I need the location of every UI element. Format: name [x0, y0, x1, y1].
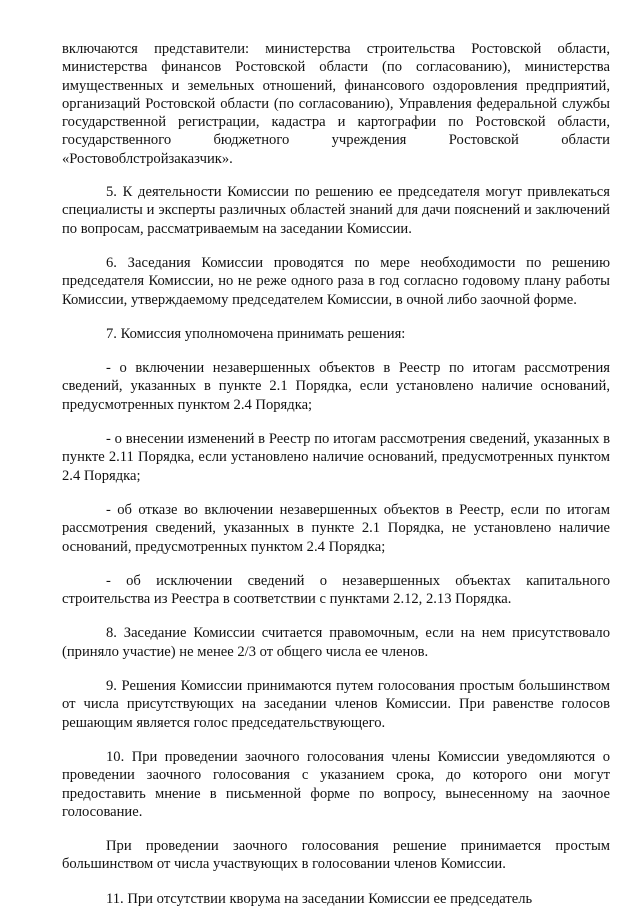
list-item-changes: - о внесении изменений в Реестр по итогам рассмотрения сведений, указанных в пункте 2.11 Порядка, если установлено наличие оснований, предусмотренных пунктом 2.4 Порядка; — [62, 431, 610, 484]
document-page — [62, 40, 610, 924]
list-item-refusal: - об отказе во включении незавершенных объектов в Реестр, если по итогам рассмотрения сведений, указанных в пункте 2.1 Порядка, не установлено наличие оснований, предусмотренных пунктом 2.4 Порядка; — [62, 501, 610, 555]
list-item-inclusion: - о включении незавершенных объектов в Реестр по итогам рассмотрения сведений, указанных в пункте 2.1 Порядка, если установлено наличие оснований, предусмотренных пунктом 2.4 Порядка; — [62, 360, 610, 413]
paragraph-9-voting: 9. Решения Комиссии принимаются путем голосования простым большинством от числа присутствующих на заседании членов Комиссии. При равенстве голосов решающим является голос председательствующего. — [62, 678, 610, 731]
paragraph-8-quorum: 8. Заседание Комиссии считается правомочным, если на нем присутствовало (приняло участие) не менее 2/3 от общего числа ее членов. — [62, 625, 610, 660]
paragraph-11-no-quorum: 11. При отсутствии кворума на заседании Комиссии ее председатель — [106, 890, 533, 907]
paragraph-7-decisions: 7. Комиссия уполномочена принимать решения: — [106, 325, 406, 342]
paragraph-commission-members: включаются представители: министерства строительства Ростовской области, министерства финансов Ростовской области (по согласованию), министерства имущественных и земельных отношений, финансового оздоровления предприятий, организаций Ростовской области (по согласованию), Управления федеральной службы государственной регистрации, кадастра и картографии по Ростовской области, государственного бюджетного учреждения Ростовской области «Ростовоблстройзаказчик». — [62, 41, 610, 167]
list-item-exclusion: - об исключении сведений о незавершенных объектах капитального строительства из Реестра в соответствии с пунктами 2.12, 2.13 Порядка. — [62, 572, 610, 608]
paragraph-absentee-decision: При проведении заочного голосования решение принимается простым большинством от числа участвующих в голосовании членов Комиссии. — [62, 838, 610, 873]
paragraph-6-meetings: 6. Заседания Комиссии проводятся по мере необходимости по решению председателя Комиссии, но не реже одного раза в год согласно годовому плану работы Комиссии, утверждаемому председателем Комиссии, в очной либо заочной форме. — [62, 254, 610, 308]
paragraph-10-absentee-voting: 10. При проведении заочного голосования члены Комиссии уведомляются о проведении заочного голосования с указанием срока, до которого они могут предоставить мнение в письменной форме по вопросу, вынесенному на заочное голосование. — [62, 748, 610, 820]
paragraph-5-experts: 5. К деятельности Комиссии по решению ее председателя могут привлекаться специалисты и эксперты различных областей знаний для дачи пояснений и заключений по вопросам, рассматриваемым на заседании Комиссии. — [62, 184, 610, 237]
